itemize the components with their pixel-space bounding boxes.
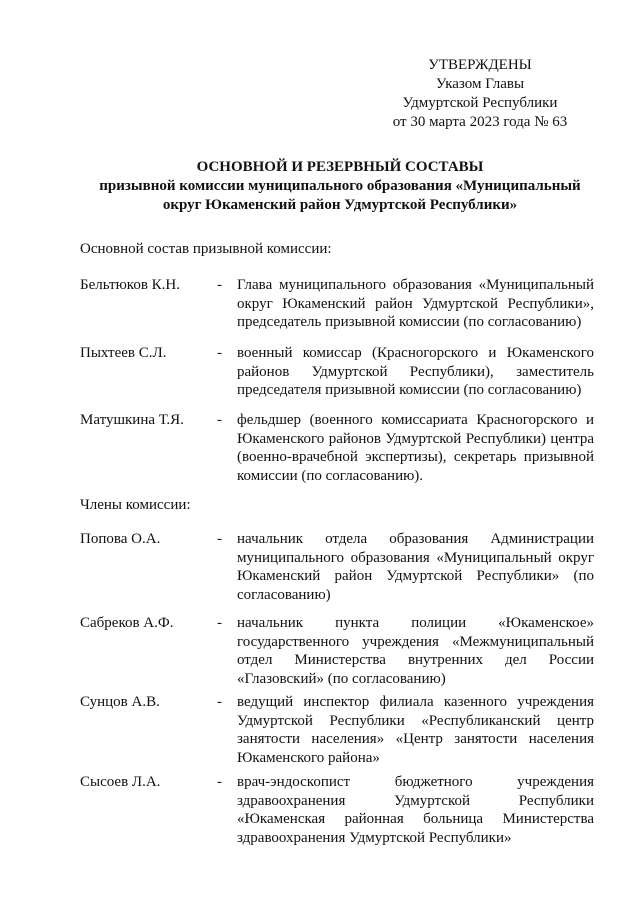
- member-name: Матушкина Т.Я.: [80, 412, 184, 428]
- member-role: начальник пункта полиции «Юкаменское» государственного учреждения «Межмуниципальный отдел Министерства внутренних дел России «Глазовский» (по согласованию): [237, 615, 594, 687]
- member-name: Бельтюков К.Н.: [80, 277, 180, 293]
- title-line-3: округ Юкаменский район Удмуртской Республики»: [162, 197, 518, 213]
- title-line-1: ОСНОВНОЙ И РЕЗЕРВНЫЙ СОСТАВЫ: [196, 159, 484, 175]
- member-dash: -: [217, 277, 222, 293]
- approval-line-3: Удмуртской Республики: [402, 95, 558, 111]
- member-dash: -: [217, 345, 222, 361]
- member-dash: -: [217, 774, 222, 790]
- member-name: Пыхтеев С.Л.: [80, 345, 167, 361]
- approval-line-1: УТВЕРЖДЕНЫ: [428, 57, 532, 73]
- title-line-2: призывной комиссии муниципального образования «Муниципальный: [99, 178, 581, 194]
- member-role: Глава муниципального образования «Муниципальный округ Юкаменский район Удмуртской Республики», председатель призывной комиссии (по согласованию): [237, 277, 594, 330]
- member-name: Сабреков А.Ф.: [80, 615, 174, 631]
- member-dash: -: [217, 615, 222, 631]
- approval-line-4: от 30 марта 2023 года № 63: [392, 114, 568, 130]
- member-name: Сысоев Л.А.: [80, 774, 161, 790]
- member-dash: -: [217, 531, 222, 547]
- member-dash: -: [217, 694, 222, 710]
- document-title: [80, 158, 600, 215]
- main-composition-label: Основной состав призывной комиссии:: [80, 241, 332, 257]
- member-role: врач-эндоскопист бюджетного учреждения здравоохранения Удмуртской Республики «Юкаменская районная больница Министерства здравоохранения Удмуртской Республики»: [237, 774, 594, 846]
- approval-block: [380, 56, 580, 132]
- member-role: военный комиссар (Красногорского и Юкаменского районов Удмуртской Республики), заместитель председателя призывной комиссии (по согласованию): [237, 345, 594, 398]
- commission-members-label: Члены комиссии:: [80, 497, 191, 513]
- member-role: ведущий инспектор филиала казенного учреждения Удмуртской Республики «Республиканский центр занятости населения» «Центр занятости населения Юкаменского района»: [237, 694, 594, 766]
- member-dash: -: [217, 412, 222, 428]
- member-role: фельдшер (военного комиссариата Красногорского и Юкаменского районов Удмуртской Республики) центра (военно-врачебной экспертизы), секретарь призывной комиссии (по согласованию).: [237, 412, 594, 484]
- approval-line-2: Указом Главы: [435, 76, 525, 92]
- member-name: Сунцов А.В.: [80, 694, 160, 710]
- member-role: начальник отдела образования Администрации муниципального образования «Муниципальный округ Юкаменский район Удмуртской Республики» (по согласованию): [237, 531, 594, 603]
- member-name: Попова О.А.: [80, 531, 161, 547]
